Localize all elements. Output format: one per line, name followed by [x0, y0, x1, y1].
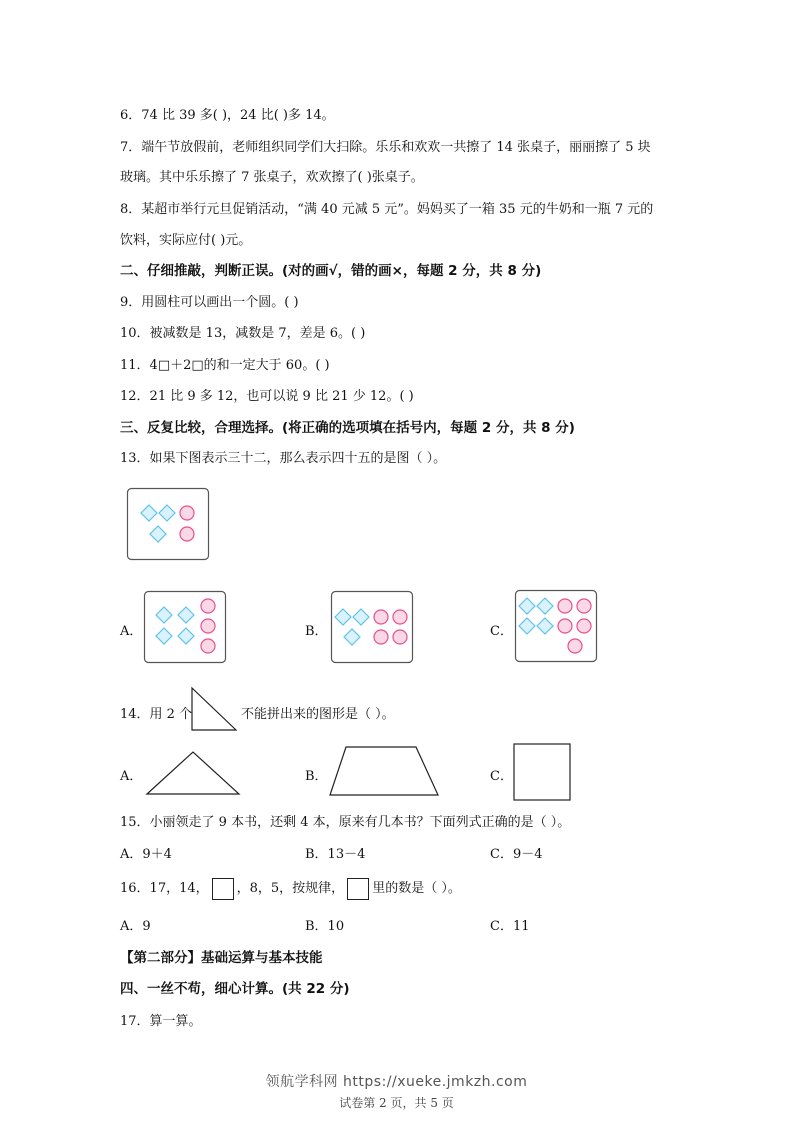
part-2-heading: 【第二部分】基础运算与基本技能: [120, 950, 323, 966]
circle-icon: [201, 599, 215, 613]
q14-option-b-label: B．: [305, 769, 328, 784]
question-16-middle: ，8，5，按规律，: [236, 881, 345, 896]
circle-icon: [558, 619, 572, 633]
reference-counter-figure: [127, 488, 209, 560]
blank-box-icon: [212, 878, 234, 900]
question-14-suffix: 不能拼出来的图形是（ ）。: [241, 707, 395, 722]
question-7-line-2: 玻璃。其中乐乐擦了 7 张桌子，欢欢擦了( )张桌子。: [120, 170, 424, 185]
circle-icon: [201, 619, 215, 633]
q14-option-a-triangle[interactable]: [145, 750, 241, 796]
q13-option-c-label: C．: [490, 624, 513, 639]
figure-frame: [332, 592, 413, 663]
circle-icon: [201, 639, 215, 653]
q14-option-c-square[interactable]: [513, 743, 571, 801]
figure-frame: [128, 489, 209, 560]
q13-option-c-figure[interactable]: [515, 590, 597, 662]
question-7-line-1: 7．端午节放假前，老师组织同学们大扫除。乐乐和欢欢一共擦了 14 张桌子，丽丽擦了 5 块: [120, 140, 651, 155]
q15-option-a[interactable]: A．9＋4: [120, 847, 172, 862]
question-12: 12．21 比 9 多 12，也可以说 9 比 21 少 12。( ): [120, 389, 414, 404]
circle-icon: [374, 610, 388, 624]
question-6: 6．74 比 39 多( )，24 比( )多 14。: [120, 108, 335, 123]
watermark: 领航学科网 https://xueke.jmkzh.com: [265, 1074, 528, 1090]
circle-icon: [374, 630, 388, 644]
q13-option-b-figure[interactable]: [331, 591, 413, 663]
q16-option-a[interactable]: A．9: [120, 919, 151, 934]
question-8-line-2: 饮料，实际应付( )元。: [120, 233, 252, 248]
question-15: 15．小丽领走了 9 本书，还剩 4 本，原来有几本书？下面列式正确的是（ ）。: [120, 815, 571, 830]
circle-icon: [393, 610, 407, 624]
right-triangle-icon: [190, 686, 238, 732]
circle-icon: [180, 506, 194, 520]
question-11: 11．4□＋2□的和一定大于 60。( ): [120, 358, 330, 373]
q16-option-b[interactable]: B．10: [305, 919, 345, 934]
section-2-heading: 二、仔细推敲，判断正误。(对的画√，错的画×，每题 2 分，共 8 分): [120, 263, 542, 279]
question-16-prefix: 16．17，14，: [120, 881, 209, 896]
section-3-heading: 三、反复比较，合理选择。(将正确的选项填在括号内，每题 2 分，共 8 分): [120, 420, 575, 436]
q13-option-a-label: A．: [120, 624, 143, 639]
circle-icon: [568, 639, 582, 653]
question-16-suffix: 里的数是（ ）。: [372, 881, 461, 896]
q15-option-c[interactable]: C．9－4: [490, 847, 543, 862]
question-8-line-1: 8．某超市举行元旦促销活动，“满 40 元减 5 元”。妈妈买了一箱 35 元的牛奶和一瓶 7 元的: [120, 202, 654, 217]
section-4-heading: 四、一丝不苟，细心计算。(共 22 分): [120, 981, 350, 997]
circle-icon: [393, 630, 407, 644]
page-number: 试卷第 2 页，共 5 页: [339, 1096, 454, 1110]
blank-box-icon: [347, 878, 369, 900]
question-10: 10．被减数是 13，减数是 7，差是 6。( ): [120, 326, 366, 341]
circle-icon: [180, 527, 194, 541]
question-17: 17．算一算。: [120, 1014, 202, 1029]
q13-option-a-figure[interactable]: [144, 591, 226, 663]
q16-option-c[interactable]: C．11: [490, 919, 530, 934]
question-16: [120, 877, 461, 900]
question-9: 9．用圆柱可以画出一个圆。( ): [120, 295, 299, 310]
question-13: 13．如果下图表示三十二，那么表示四十五的是图（ ）。: [120, 451, 447, 466]
circle-icon: [577, 619, 591, 633]
q14-option-a-label: A．: [120, 769, 143, 784]
q13-option-b-label: B．: [305, 624, 328, 639]
q14-option-c-label: C．: [490, 769, 513, 784]
circle-icon: [558, 599, 572, 613]
q15-option-b[interactable]: B．13－4: [305, 847, 366, 862]
circle-icon: [577, 599, 591, 613]
question-14-prefix: 14．用 2 个: [120, 707, 193, 722]
q14-option-b-trapezoid[interactable]: [328, 745, 440, 797]
